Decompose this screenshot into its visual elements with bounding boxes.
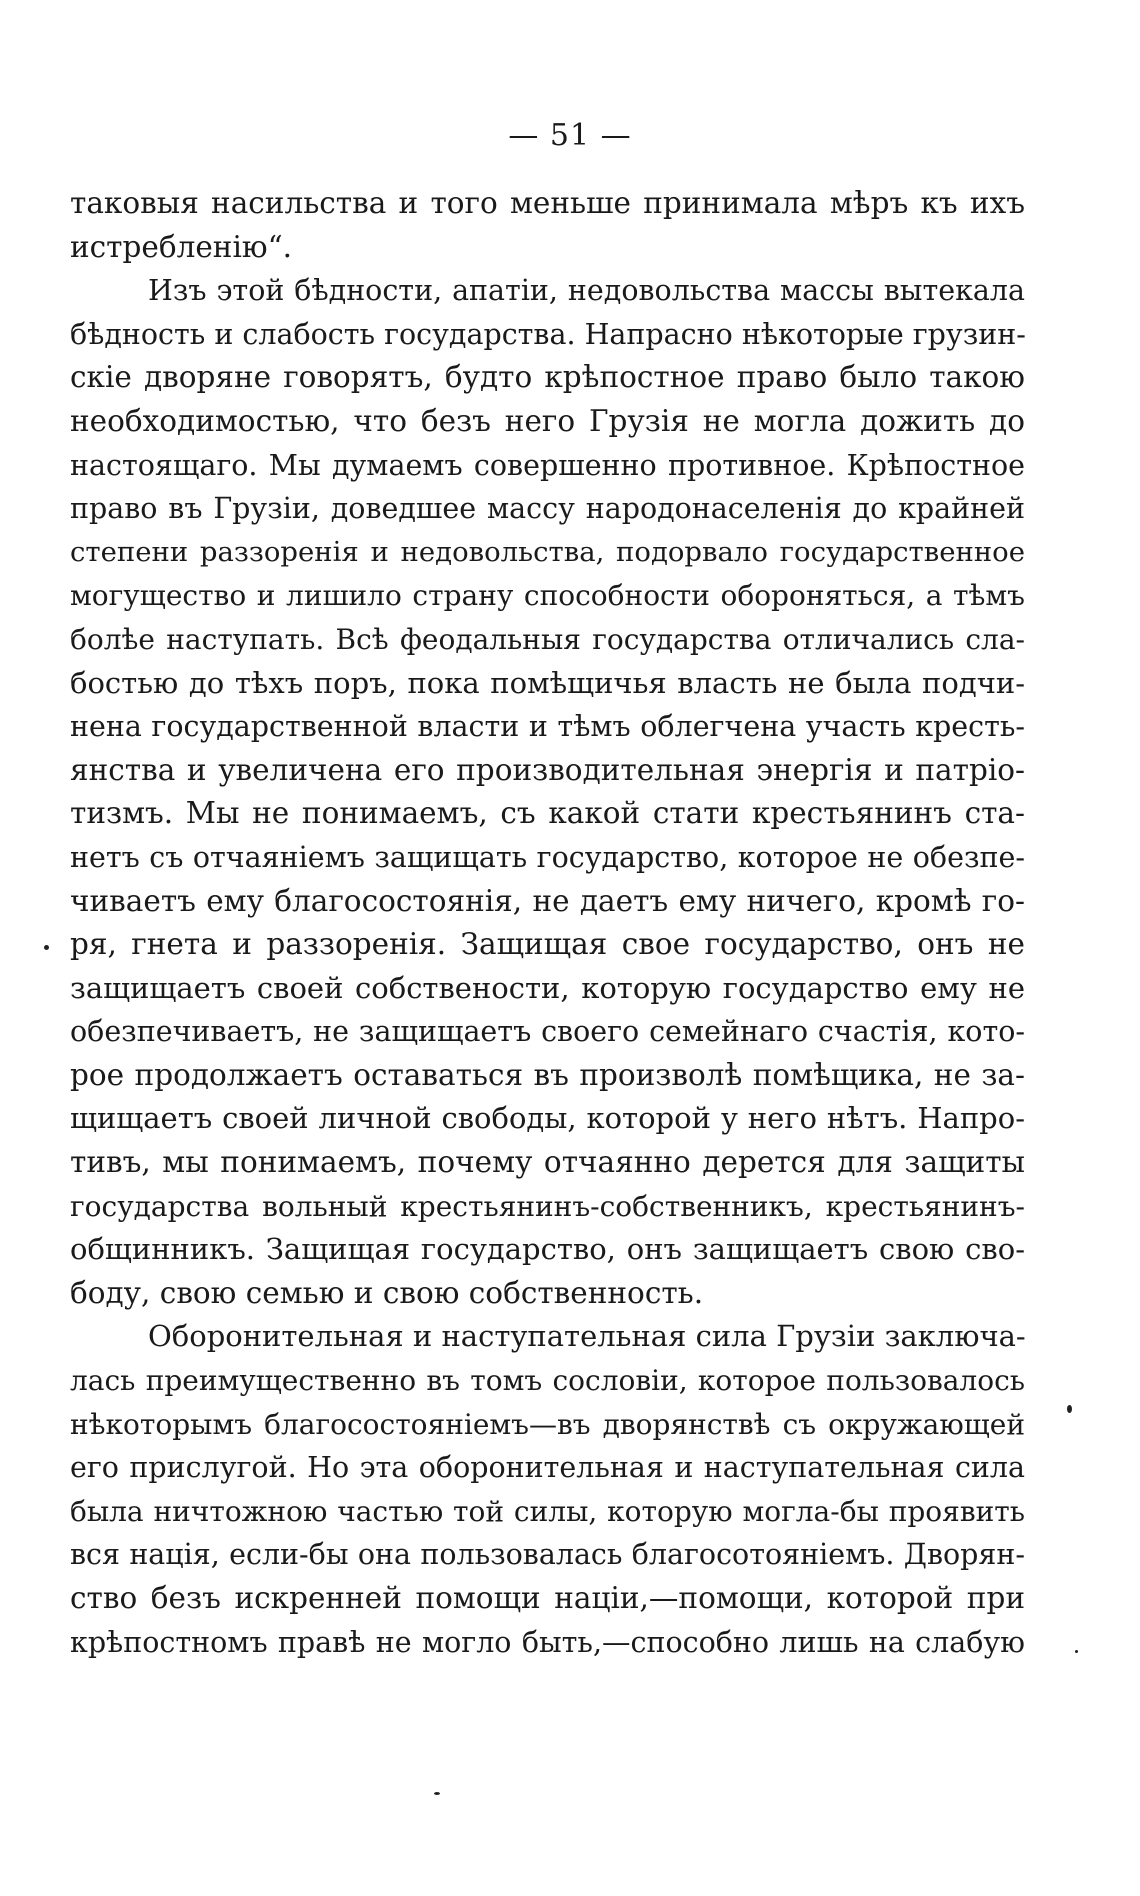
text-line: ство безъ искренней помощи націи,—помощи, которой при — [70, 1581, 1025, 1615]
text-line: его прислугой. Но эта оборонительная и наступательная сила — [70, 1451, 1025, 1485]
text-line: рое продолжаетъ оставаться въ произволѣ помѣщика, не за- — [70, 1057, 1025, 1092]
ink-speck — [1075, 1650, 1078, 1653]
text-line: тизмъ. Мы не понимаемъ, съ какой стати крестьянинъ ста- — [70, 796, 1025, 831]
text-line: Изъ этой бѣдности, апатіи, недовольства массы вытекала — [148, 274, 1025, 308]
text-line: чиваетъ ему благосостоянія, не даетъ ему ничего, кромѣ го- — [70, 883, 1025, 918]
text-line: янства и увеличена его производительная энергія и патріо- — [70, 752, 1025, 787]
text-line: обезпечиваетъ, не защищаетъ своего семейнаго счастія, кото- — [70, 1015, 1025, 1049]
text-line: нена государственной власти и тѣмъ облегчена участь кресть- — [70, 710, 1025, 744]
text-line: нѣкоторымъ благосостояніемъ—въ дворянствѣ съ окружающей — [70, 1407, 1025, 1441]
text-line: истребленію“. — [70, 229, 293, 264]
text-line: бѣдность и слабость государства. Напрасно нѣкоторые грузин- — [70, 317, 1026, 351]
ink-speck — [44, 945, 49, 950]
text-line: необходимостью, что безъ него Грузія не могла дожить до — [70, 403, 1025, 438]
text-line: защищаетъ своей собственоcти, которую государство ему не — [70, 970, 1025, 1005]
text-line: степени раззоренія и недовольства, подорвало государственное — [70, 535, 1025, 568]
text-line: ря, гнета и раззоренія. Защищая свое государство, онъ не — [70, 927, 1025, 962]
body-text — [70, 182, 1025, 1664]
ink-speck — [434, 1792, 440, 1795]
text-line: вся нація, если-бы она пользовалась благосотояніемъ. Дворян- — [70, 1538, 1025, 1572]
ink-speck — [1067, 1405, 1072, 1413]
text-line: право въ Грузіи, доведшее массу народонаселенія до крайней — [70, 492, 1025, 526]
text-line: щищаетъ своей личной свободы, которой у него нѣтъ. Напро- — [70, 1101, 1025, 1136]
page-number: — 51 — — [508, 118, 632, 153]
text-line: болѣе наступать. Всѣ феодальныя государства отличались сла- — [70, 622, 1025, 656]
text-line: боду, свою семью и свою собственность. — [70, 1275, 704, 1310]
text-line: настоящаго. Мы думаемъ совершенно противное. Крѣпостное — [70, 448, 1025, 482]
text-line: была ничтожною частью той силы, которую могла-бы проявить — [70, 1494, 1025, 1528]
text-line: лась преимущественно въ томъ сословіи, которое пользовалось — [70, 1364, 1025, 1398]
text-line: бостью до тѣхъ поръ, пока помѣщичья власть не была подчи- — [70, 665, 1025, 700]
text-line: скіе дворяне говорятъ, будто крѣпостное право было такою — [70, 360, 1025, 395]
text-line: таковыя насильства и того меньше принимала мѣръ къ ихъ — [70, 186, 1025, 220]
text-line: нетъ съ отчаяніемъ защищать государство, которое не обезпе- — [70, 840, 1025, 874]
text-line: могущество и лишило страну способности обороняться, а тѣмъ — [70, 579, 1025, 613]
text-line: государства вольный крестьянинъ-собственникъ, крестьянинъ- — [70, 1189, 1025, 1223]
text-line: крѣпостномъ правѣ не могло быть,—способно лишь на слабую — [70, 1625, 1025, 1659]
text-line: общинникъ. Защищая государство, онъ защищаетъ свою сво- — [70, 1232, 1025, 1267]
text-line: тивъ, мы понимаемъ, почему отчаянно дерется для защиты — [70, 1145, 1025, 1180]
text-line: Оборонительная и наступательная сила Грузіи заключа- — [148, 1319, 1026, 1354]
